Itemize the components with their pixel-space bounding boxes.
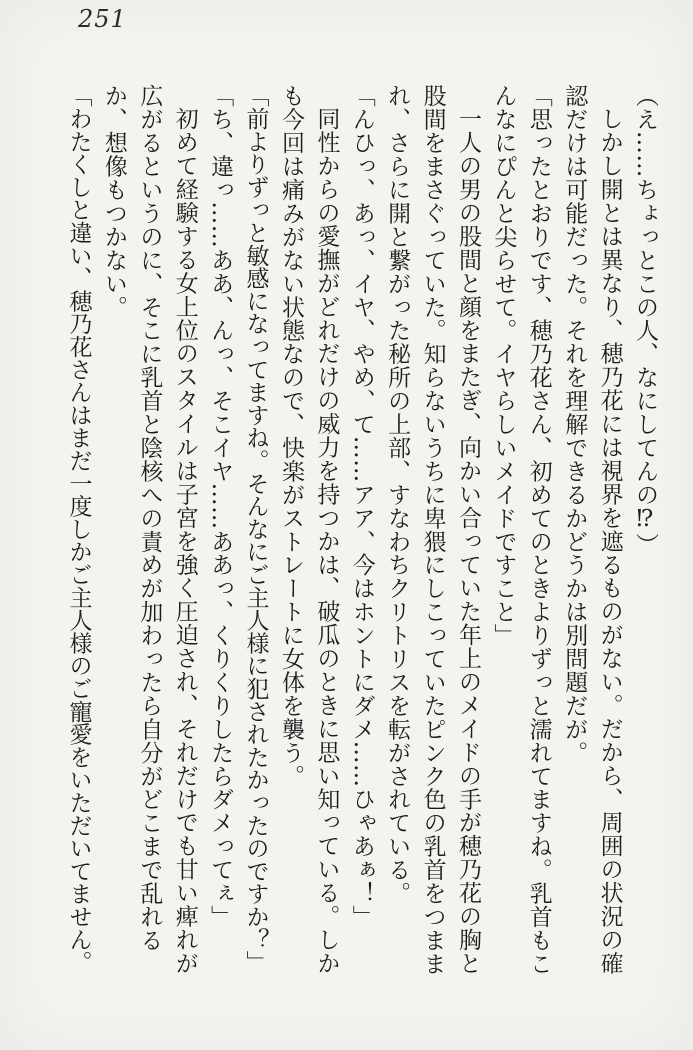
- paragraph: 一人の男の股間と顔をまたぎ、向かい合っていた年上のメイドの手が穂乃花の胸と股間をまさぐっていた。知らないうちに卑猥にしこっていたピンク色の乳首をつままれ、さらに開と繋がった秘所の上部、すなわちクリトリスを転がされている。: [384, 84, 481, 976]
- page-number: 251: [78, 5, 127, 33]
- paragraph: 同性からの愛撫がどれだけの威力を持つかは、破瓜のときに思い知っている。しかも今回は痛みがない状態なので、快楽がストレートに女体を襲う。: [277, 84, 340, 975]
- paragraph: 初めて経験する女上位のスタイルは子宮を強く圧迫され、それだけでも甘い痺れが広がるというのに、そこに乳首と陰核への責めが加わったら自分がどこまで乱れるか、想像もつかない。: [100, 84, 198, 975]
- paragraph: しかし開とは異なり、穂乃花には視界を遮るものがない。だから、周囲の状況の確認だけは可能だった。それを理解できるかどうかは別問題だが。: [561, 84, 623, 975]
- paragraph: 「わたくしと違い、穂乃花さんはまだ一度しかご主人様のご寵愛をいただいてません。: [65, 84, 92, 974]
- paragraph: 「んひっ、あっ、イヤ、やめ、て……アア、今はホントにダメ……ひゃあぁ！」: [348, 84, 375, 929]
- paragraph: 「思ったとおりです、穂乃花さん、初めてのときよりずっと濡れてますね。乳首もこんなにぴんと尖らせて。イヤらしいメイドですこと」: [490, 84, 552, 976]
- paragraph: （え……ちょっとこの人、なにしてんの⁉）: [632, 84, 658, 556]
- page-text: [60, 84, 662, 978]
- paragraph: 「ち、違っ……ああ、んっ、そこイヤ……ああっ、くりくりしたらダメってぇ」: [207, 84, 234, 929]
- paragraph: 「前よりずっと敏感になってますね。そんなにご主人様に犯されたかったのですか？」: [242, 84, 269, 974]
